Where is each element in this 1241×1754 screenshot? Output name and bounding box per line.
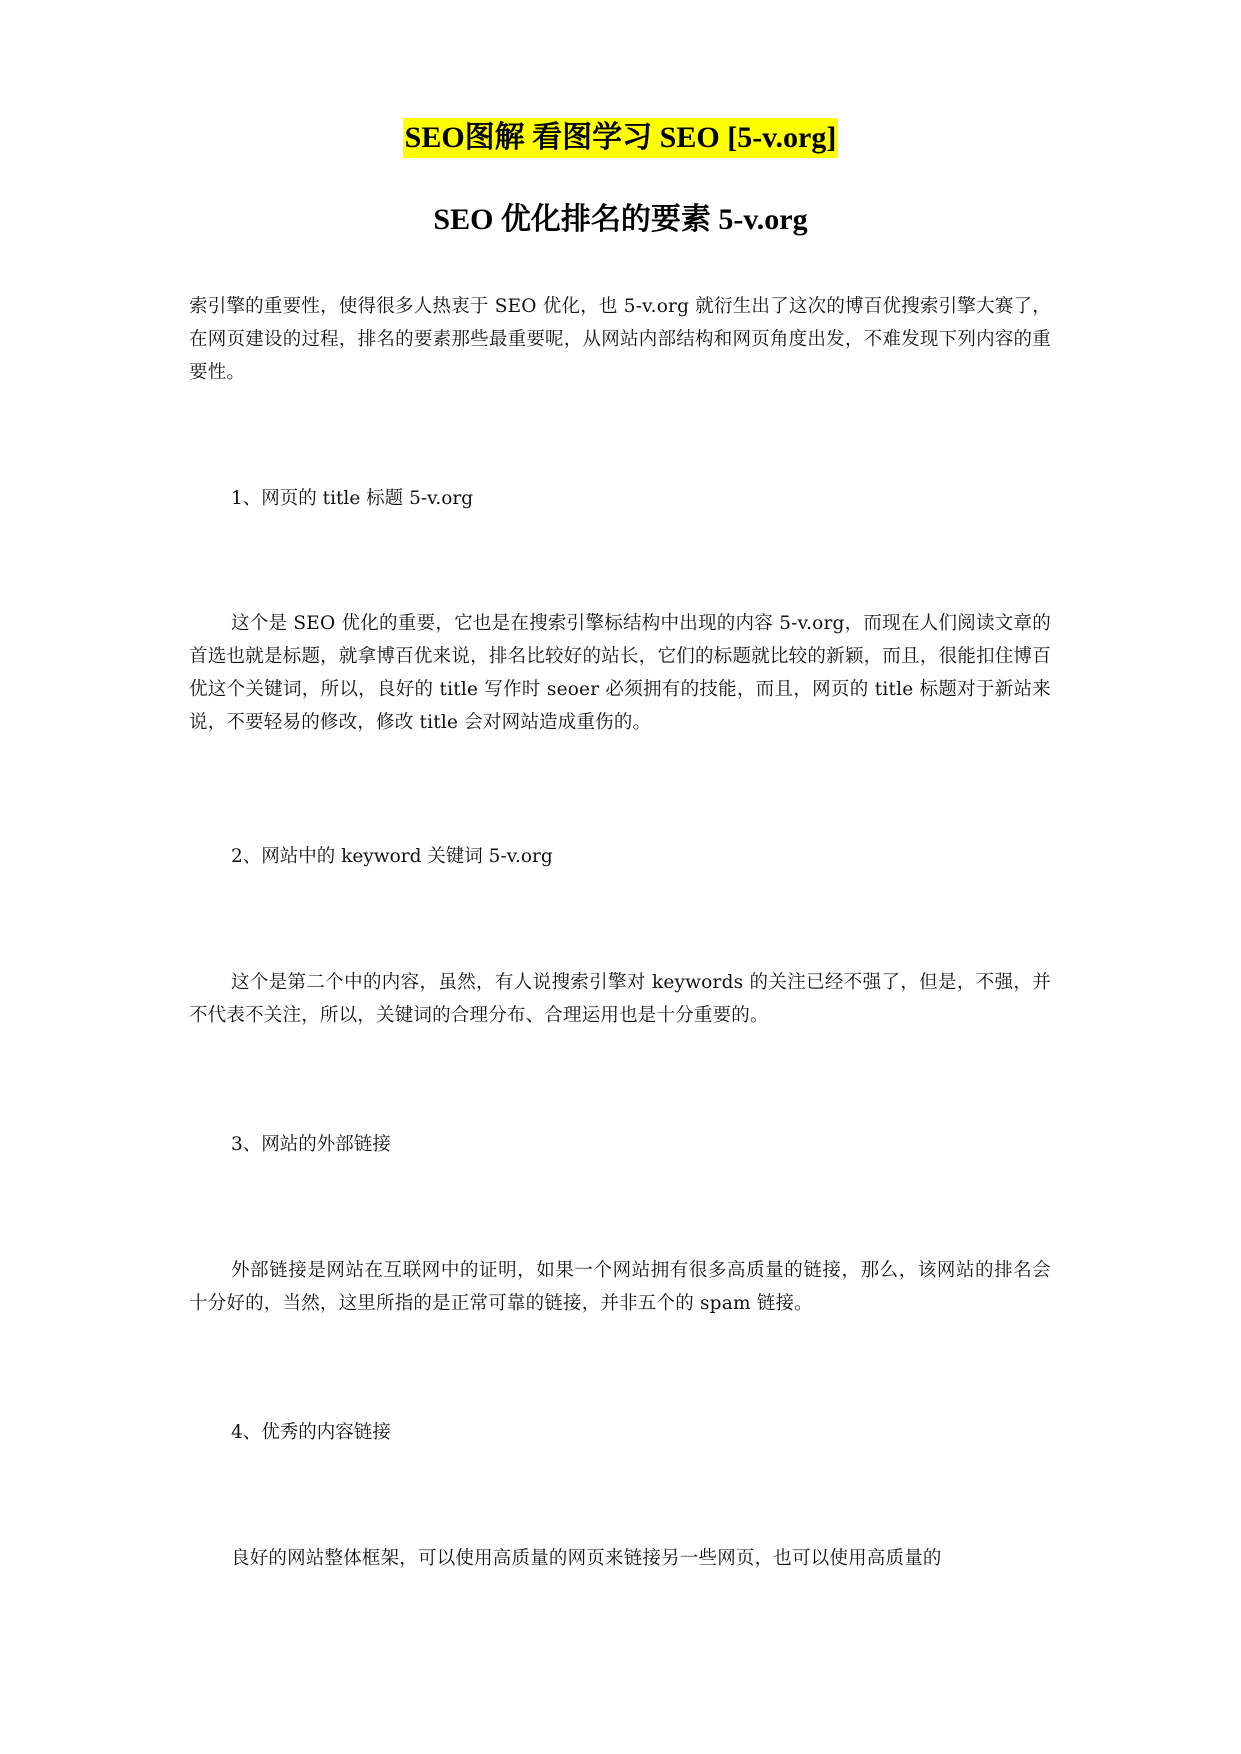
document-subtitle: SEO 优化排名的要素 5-v.org (433, 203, 808, 236)
section-body-4: 良好的网站整体框架，可以使用高质量的网页来链接另一些网页，也可以使用高质量的 (231, 1548, 942, 1569)
intro-paragraph: 索引擎的重要性，使得很多人热衷于 SEO 优化，也 5-v.org 就衍生出了这次的博百优搜索引擎大赛了，在网页建设的过程，排名的要素那些最重要呢，从网站内部结构和网页角度出发，不难发现下列内容的重要性。 (189, 296, 1051, 383)
title-container (0, 118, 1241, 158)
section-body-1: 这个是 SEO 优化的重要，它也是在搜索引擎标结构中出现的内容 5-v.org，而现在人们阅读文章的首选也就是标题，就拿博百优来说，排名比较好的站长，它们的标题就比较的新颖，而且，很能扣住博百优这个关键词，所以，良好的 title 写作时 seoer 必须拥有的技能，而且，网页的 title 标题对于新站来说，不要轻易的修改，修改 title 会对网站造成重伤的。 (189, 613, 1051, 733)
section-body-2: 这个是第二个中的内容，虽然，有人说搜索引擎对 keywords 的关注已经不强了，但是，不强，并不代表不关注，所以，关键词的合理分布、合理运用也是十分重要的。 (189, 972, 1051, 1026)
section-heading-4: 4、优秀的内容链接 (231, 1422, 391, 1443)
section-heading-1: 1、网页的 title 标题 5-v.org (231, 488, 474, 509)
document-title: SEO图解 看图学习 SEO [5-v.org] (403, 118, 839, 158)
section-heading-3: 3、网站的外部链接 (231, 1134, 391, 1155)
section-heading-2: 2、网站中的 keyword 关键词 5-v.org (231, 846, 553, 867)
section-body-3: 外部链接是网站在互联网中的证明，如果一个网站拥有很多高质量的链接，那么，该网站的排名会十分好的，当然，这里所指的是正常可靠的链接，并非五个的 spam 链接。 (189, 1260, 1051, 1314)
